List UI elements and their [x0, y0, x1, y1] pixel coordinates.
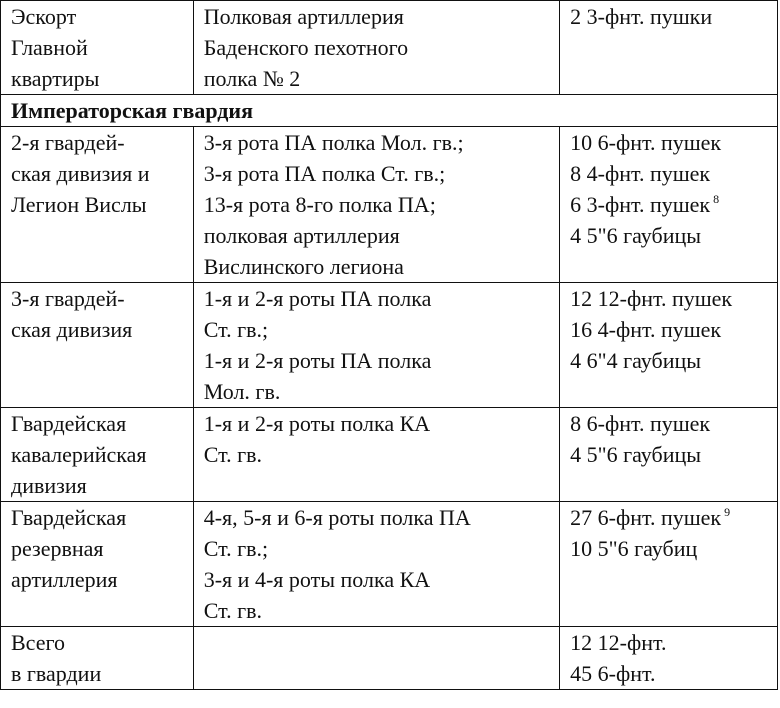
unit-cell [1, 283, 194, 408]
unit-line: Главной [11, 35, 88, 60]
guns-line: 10 6-фнт. пушек [570, 130, 722, 155]
table-row [1, 627, 778, 690]
unit-cell [1, 408, 194, 502]
batteries-line: 1-я и 2-я роты ПА полка [203, 286, 432, 311]
guns-line: 8 6-фнт. пушек [570, 411, 711, 436]
unit-line: Легион Вислы [11, 192, 147, 217]
unit-line: 3-я гвардей- [11, 286, 125, 311]
guns-line: 27 6-фнт. пушек $^9$ [570, 505, 731, 530]
table-row [1, 502, 778, 627]
guns-line: 12 12-фнт. [570, 630, 667, 655]
batteries-line: Ст. гв. [203, 598, 262, 623]
batteries-line: 3-я рота ПА полка Ст. гв.; [203, 161, 446, 186]
batteries-cell [193, 408, 559, 502]
batteries-line: Полковая артиллерия [203, 4, 404, 29]
guns-line: 12 12-фнт. пушек [570, 286, 733, 311]
guns-cell [560, 1, 778, 95]
unit-cell [1, 627, 194, 690]
footnote-mark: 8 [713, 192, 720, 206]
unit-line: Гвардейская [11, 411, 127, 436]
batteries-line: Мол. гв. [203, 379, 281, 404]
footnote-mark: 9 [724, 505, 731, 519]
table-row [1, 283, 778, 408]
unit-line: ская дивизия и [11, 161, 150, 186]
batteries-line: 3-я рота ПА полка Мол. гв.; [203, 130, 464, 155]
batteries-line: Ст. гв.; [203, 536, 269, 561]
batteries-line: 4-я, 5-я и 6-я роты полка ПА [203, 505, 471, 530]
batteries-line: 3-я и 4-я роты полка КА [203, 567, 431, 592]
batteries-cell [193, 627, 559, 690]
unit-line: Всего [11, 630, 65, 655]
unit-line: 2-я гвардей- [11, 130, 125, 155]
artillery-table-body [1, 1, 778, 690]
guns-cell [560, 408, 778, 502]
section-row [1, 95, 778, 127]
table-row [1, 1, 778, 95]
guns-line: 6 3-фнт. пушек $^8$ [570, 192, 720, 217]
unit-cell [1, 127, 194, 283]
table-row [1, 408, 778, 502]
batteries-cell [193, 127, 559, 283]
batteries-line: 13-я рота 8-го полка ПА; [203, 192, 436, 217]
guns-cell [560, 283, 778, 408]
guns-line: 4 6"4 гаубицы [570, 348, 702, 373]
guns-cell [560, 127, 778, 283]
batteries-line: Ст. гв. [203, 442, 262, 467]
batteries-cell [193, 1, 559, 95]
guns-line: 8 4-фнт. пушек [570, 161, 711, 186]
batteries-line: полковая артиллерия [203, 223, 400, 248]
unit-cell [1, 502, 194, 627]
batteries-line: Баденского пехотного [203, 35, 409, 60]
unit-line: артиллерия [11, 567, 118, 592]
batteries-line: 1-я и 2-я роты полка КА [203, 411, 431, 436]
batteries-line: Ст. гв.; [203, 317, 269, 342]
batteries-line: Вислинского легиона [203, 254, 404, 279]
unit-line: квартиры [11, 66, 100, 91]
batteries-cell [193, 283, 559, 408]
batteries-line: 1-я и 2-я роты ПА полка [203, 348, 432, 373]
section-heading: Императорская гвардия [1, 95, 778, 127]
unit-line: в гвардии [11, 661, 102, 686]
unit-line: резервная [11, 536, 104, 561]
guns-cell [560, 627, 778, 690]
guns-line: 45 6-фнт. [570, 661, 656, 686]
guns-line: 10 5"6 гаубиц [570, 536, 698, 561]
guns-line: 16 4-фнт. пушек [570, 317, 722, 342]
unit-line: ская дивизия [11, 317, 133, 342]
guns-line: 2 3-фнт. пушки [570, 4, 713, 29]
unit-cell [1, 1, 194, 95]
guns-line: 4 5"6 гаубицы [570, 223, 702, 248]
guns-line: 4 5"6 гаубицы [570, 442, 702, 467]
batteries-cell [193, 502, 559, 627]
unit-line: Гвардейская [11, 505, 127, 530]
unit-line: Эскорт [11, 4, 77, 29]
batteries-line: полка № 2 [203, 66, 301, 91]
unit-line: дивизия [11, 473, 87, 498]
unit-line: кавалерийская [11, 442, 147, 467]
table-row [1, 127, 778, 283]
guns-cell [560, 502, 778, 627]
